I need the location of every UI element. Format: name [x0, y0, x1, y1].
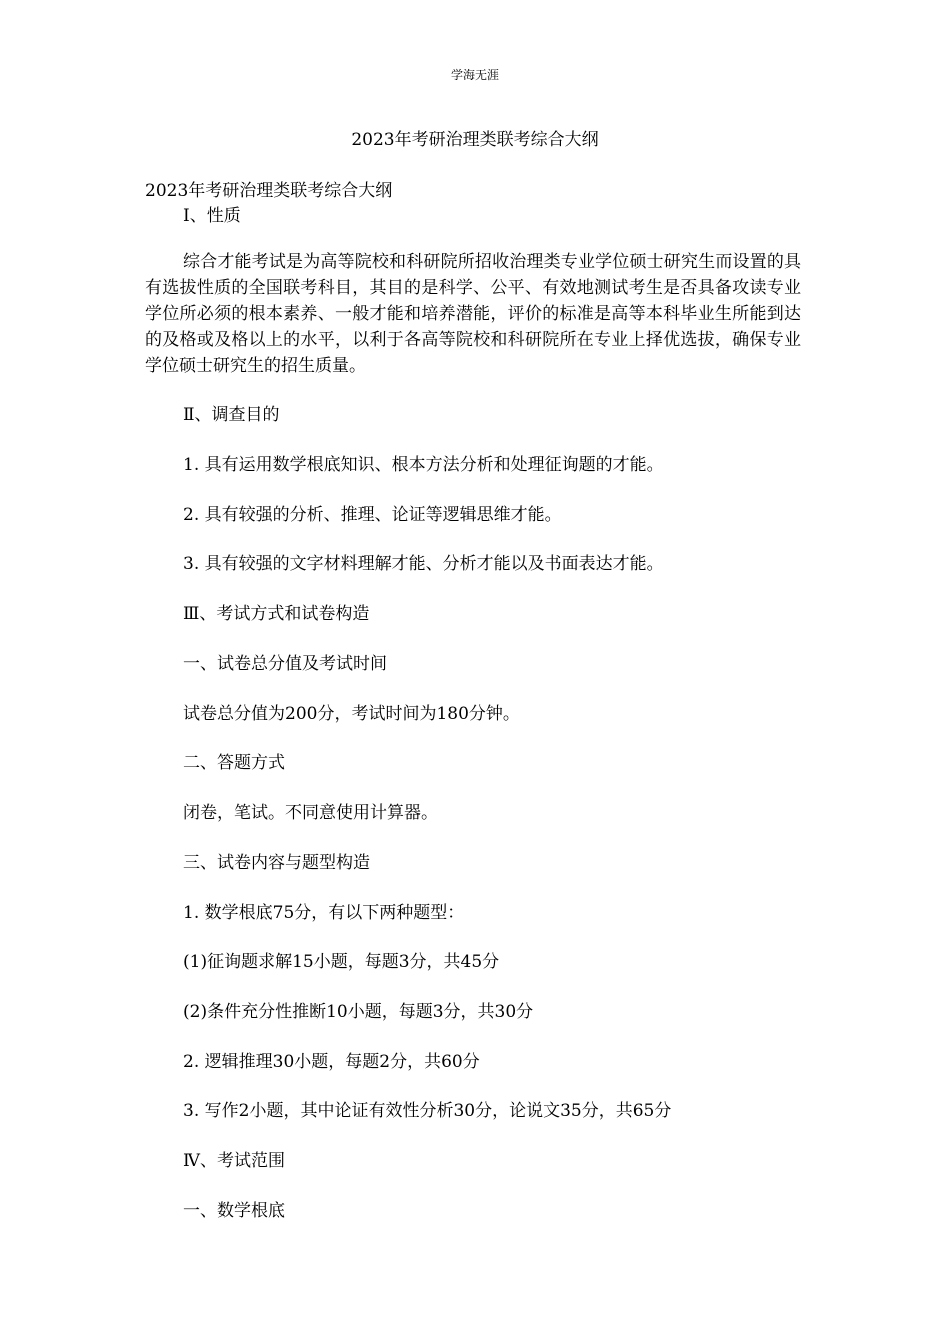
subheading-answer-mode: 二、答题方式 — [183, 753, 285, 773]
content-item: 3. 写作2小题，其中论证有效性分析30分，论说文35分，共65分 — [183, 1101, 672, 1121]
section-heading-scope: Ⅳ、考试范围 — [183, 1151, 285, 1171]
subheading-content: 三、试卷内容与题型构造 — [183, 853, 370, 873]
body-title: 2023年考研治理类联考综合大纲 — [145, 181, 393, 201]
nature-paragraph: 综合才能考试是为高等院校和科研院所招收治理类专业学位硕士研究生而设置的具有选拔性质的全国联考科目，其目的是科学、公平、有效地测试考生是否具备攻读专业学位所必须的根本素养、一般才能和培养潜能，评价的标准是高等本科毕业生所能到达的及格或及格以上的水平，以利于各高等院校和科研院所在专业上择优选拔，确保专业学位硕士研究生的招生质量。 — [145, 252, 801, 376]
goal-item: 3. 具有较强的文字材料理解才能、分析才能以及书面表达才能。 — [183, 554, 664, 574]
subheading-score-time: 一、试卷总分值及考试时间 — [183, 654, 387, 674]
subheading-math: 一、数学根底 — [183, 1201, 285, 1221]
document-title: 2023年考研治理类联考综合大纲 — [351, 130, 599, 150]
goal-item: 2. 具有较强的分析、推理、论证等逻辑思维才能。 — [183, 505, 562, 525]
section-heading-goal: Ⅱ、调查目的 — [183, 405, 280, 425]
content-item: 1. 数学根底75分，有以下两种题型： — [183, 903, 465, 923]
header-note: 学海无涯 — [450, 68, 499, 82]
answer-mode-text: 闭卷，笔试。不同意使用计算器。 — [183, 803, 438, 823]
content-item: 2. 逻辑推理30小题，每题2分，共60分 — [183, 1052, 480, 1072]
section-heading-nature: Ⅰ、性质 — [183, 206, 241, 226]
score-time-text: 试卷总分值为200分，考试时间为180分钟。 — [183, 704, 520, 724]
content-item: (2)条件充分性推断10小题，每题3分，共30分 — [183, 1002, 534, 1022]
section-heading-format: Ⅲ、考试方式和试卷构造 — [183, 604, 370, 624]
goal-item: 1. 具有运用数学根底知识、根本方法分析和处理征询题的才能。 — [183, 455, 664, 475]
content-item: (1)征询题求解15小题，每题3分，共45分 — [183, 952, 500, 972]
